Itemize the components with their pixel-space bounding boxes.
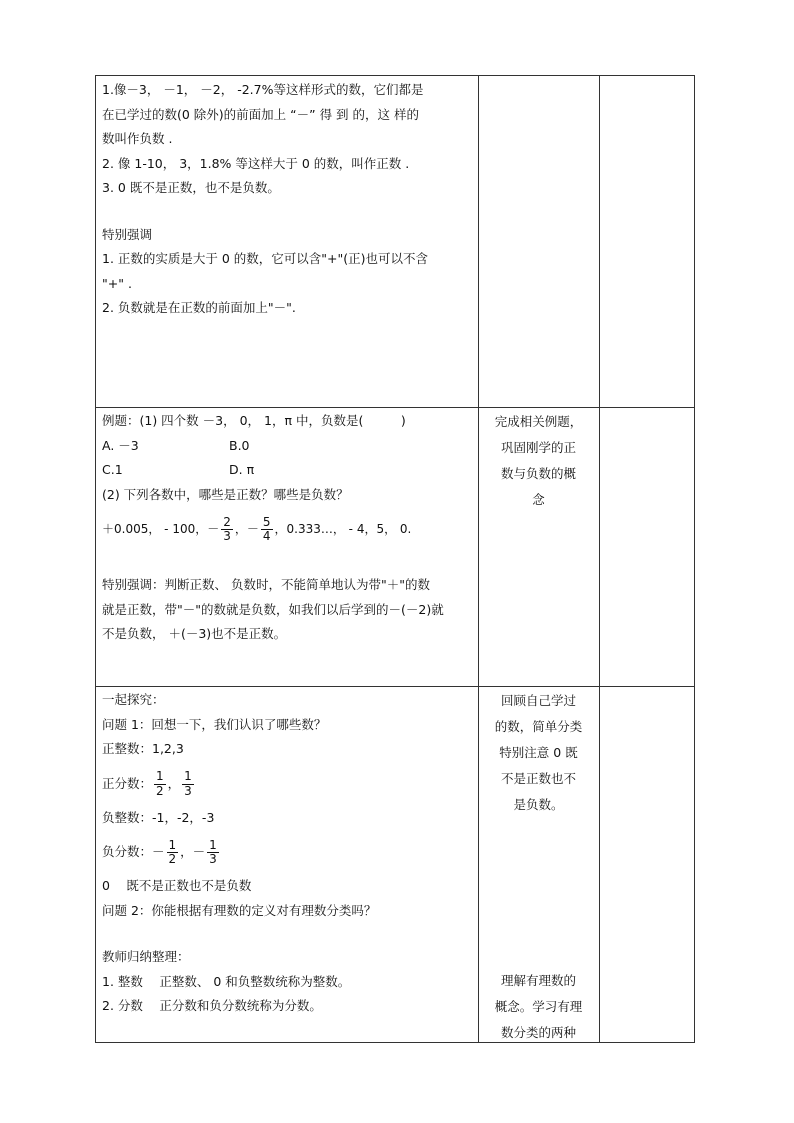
example-emphasis-3: 不是负数， ＋(－3)也不是正数。 bbox=[102, 626, 287, 641]
negative-integers: 负整数：-1，-2，-3 bbox=[102, 809, 215, 825]
intent-line-1: 完成相关例题， bbox=[494, 414, 583, 429]
summary-fractions: 2. 分数 正分数和负分数统称为分数。 bbox=[102, 998, 322, 1013]
classify-line-3: 数分类的两种 bbox=[500, 1025, 576, 1040]
number-list-part-2: ，0.333…， - 4，5， 0. bbox=[274, 522, 412, 536]
review-line-4: 不是正数也不 bbox=[500, 771, 576, 786]
classify-line-2: 概念。学习有理 bbox=[494, 999, 583, 1014]
emphasis-line-2: "+" . bbox=[102, 275, 132, 291]
fraction-one-half: $\frac{1}{2}$ bbox=[156, 769, 164, 798]
example-emphasis-1: 特别强调：判断正数、 负数时，不能简单地认为带"＋"的数 bbox=[102, 577, 430, 592]
option-row-1 bbox=[102, 434, 472, 459]
concept-line-4: 2. 像 1-10， 3，1.8% 等这样大于 0 的数，叫作正数 . bbox=[102, 155, 410, 171]
emphasis-title: 特别强调 bbox=[102, 226, 153, 242]
emphasis-line-3: 2. 负数就是在正数的前面加上"－". bbox=[102, 300, 296, 315]
concept-cell bbox=[96, 76, 478, 323]
intent-line-3: 数与负数的概 bbox=[500, 466, 576, 481]
review-line-2: 的数，简单分类 bbox=[494, 719, 583, 734]
explore-question-2: 问题 2：你能根据有理数的定义对有理数分类吗？ bbox=[102, 902, 377, 918]
teacher-summary-title: 教师归纳整理： bbox=[102, 949, 190, 964]
fraction-one-third: $\frac{1}{3}$ bbox=[184, 769, 192, 798]
option-row-2 bbox=[102, 458, 472, 483]
concept-line-2: 在已学过的数(0 除外)的前面加上 “－” 得 到 的，这 样的 bbox=[102, 106, 419, 122]
number-list-part-1: ＋0.005， - 100，－ bbox=[102, 522, 220, 536]
explore-question-1: 问题 1：回想一下，我们认识了哪些数？ bbox=[102, 716, 327, 732]
positive-integers: 正整数：1,2,3 bbox=[102, 741, 184, 756]
option-d: D. π bbox=[229, 462, 255, 477]
review-intent-cell bbox=[478, 686, 599, 820]
concept-line-3: 数叫作负数 . bbox=[102, 131, 173, 146]
column-divider-1 bbox=[478, 76, 479, 1042]
number-list bbox=[102, 507, 472, 551]
explore-title: 一起探究： bbox=[102, 692, 165, 707]
option-a: A. －3 bbox=[102, 437, 139, 453]
fraction-neg-one-third: $\frac{1}{3}$ bbox=[209, 837, 217, 866]
number-list-separator: ，－ bbox=[234, 522, 259, 536]
option-b: B.0 bbox=[229, 437, 250, 453]
intent-line-2: 巩固刚学的正 bbox=[500, 440, 576, 455]
concept-line-1: 1.像－3， －1， －2， -2.7%等这样形式的数，它们都是 bbox=[102, 82, 424, 97]
summary-integers: 1. 整数 正整数、 0 和负整数统称为整数。 bbox=[102, 973, 351, 989]
review-line-1: 回顾自己学过 bbox=[500, 693, 576, 708]
lesson-table bbox=[95, 75, 695, 1043]
option-c: C.1 bbox=[102, 462, 123, 477]
positive-fractions: 正分数： $\frac{1}{2}$ ， $\frac{1}{3}$ bbox=[102, 769, 192, 798]
concept-line-5: 3. 0 既不是正数，也不是负数。 bbox=[102, 180, 280, 195]
example-cell bbox=[96, 407, 478, 649]
zero-statement: 0 既不是正数也不是负数 bbox=[102, 878, 252, 893]
emphasis-line-1: 1. 正数的实质是大于 0 的数，它可以含"+"(正)也可以不含 bbox=[102, 251, 429, 266]
fraction-two-thirds: $\frac{2}{3}$ bbox=[223, 514, 231, 543]
review-line-5: 是负数。 bbox=[513, 797, 564, 812]
negative-fractions: 负分数：－ $\frac{1}{2}$ ，－ $\frac{1}{3}$ bbox=[102, 837, 217, 866]
explore-cell bbox=[96, 686, 478, 1021]
example-question-1: 例题：(1) 四个数 －3， 0， 1，π 中，负数是( ) bbox=[102, 413, 406, 428]
example-intent-cell bbox=[478, 407, 599, 515]
classification-intent-cell bbox=[478, 966, 599, 1048]
example-emphasis-2: 就是正数，带"－"的数就是负数，如我们以后学到的－(－2)就 bbox=[102, 601, 444, 617]
fraction-neg-one-half: $\frac{1}{2}$ bbox=[168, 837, 177, 866]
review-line-3: 特别注意 0 既 bbox=[499, 745, 578, 760]
example-question-2: (2) 下列各数中，哪些是正数？哪些是负数？ bbox=[102, 486, 349, 502]
classify-line-1: 理解有理数的 bbox=[500, 973, 576, 988]
fraction-five-fourths: $\frac{5}{4}$ bbox=[262, 514, 271, 543]
column-divider-2 bbox=[599, 76, 600, 1042]
intent-line-4: 念 bbox=[532, 492, 545, 507]
